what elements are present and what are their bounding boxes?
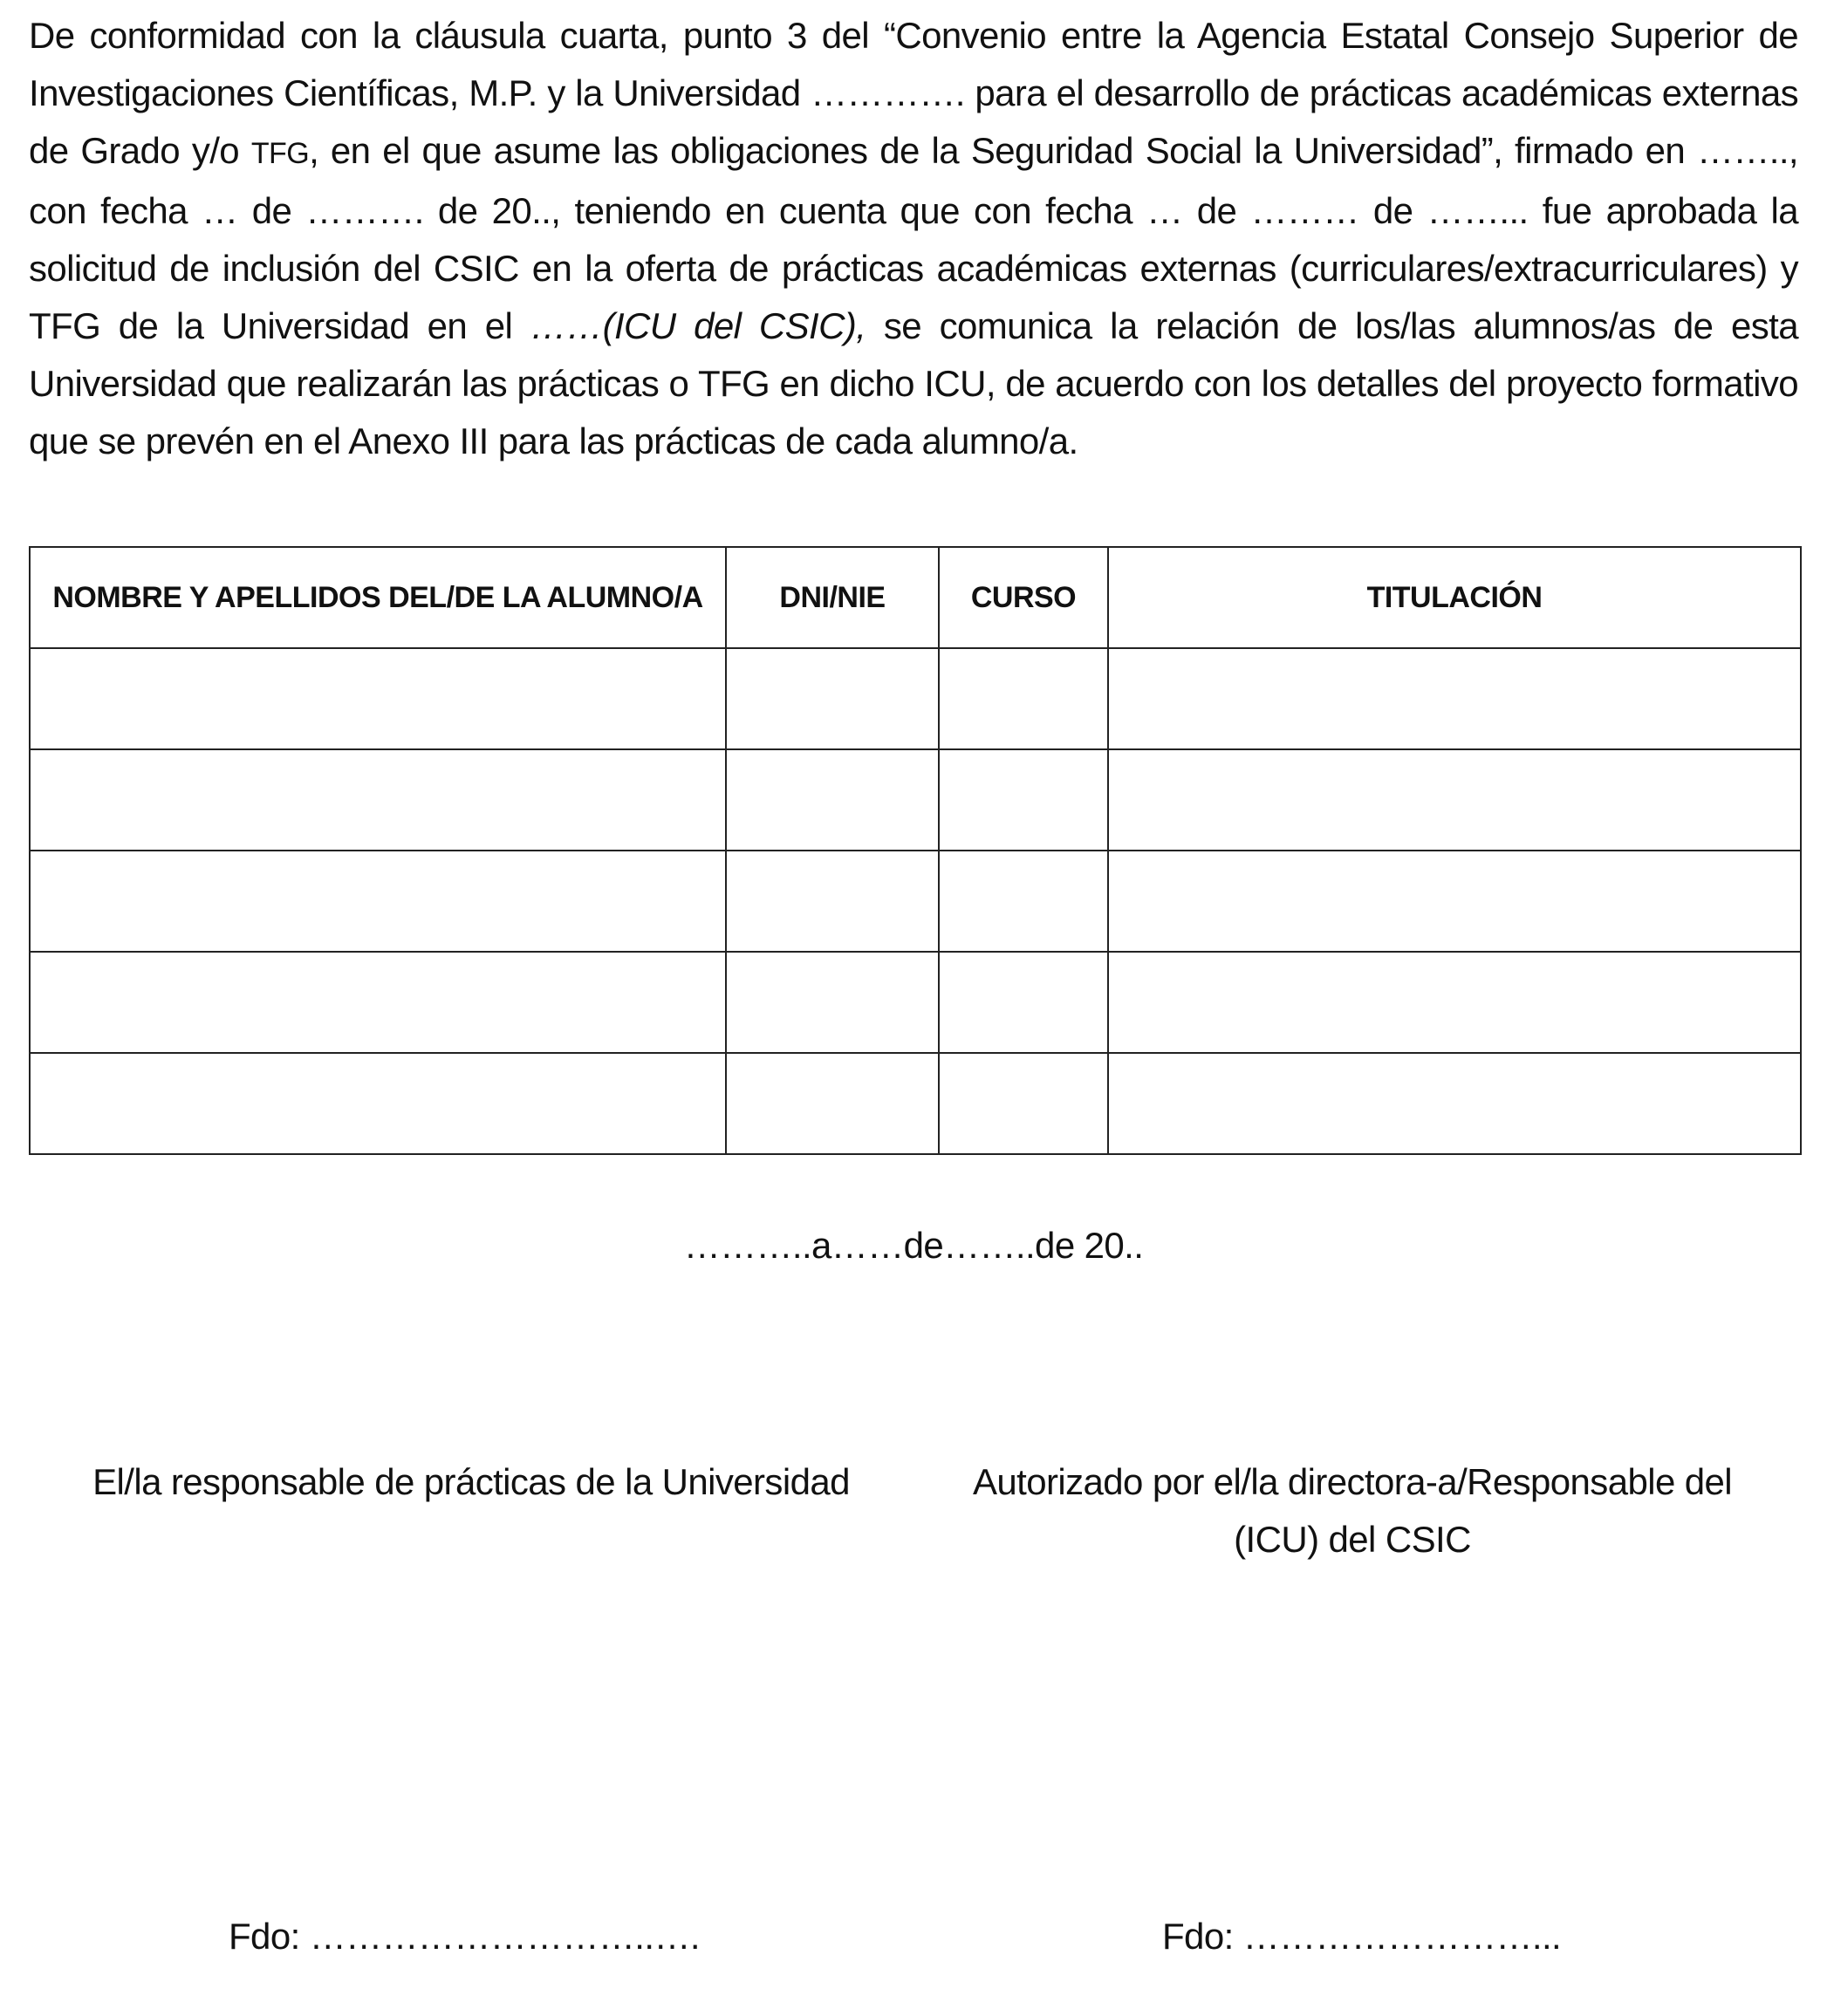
table-row: [30, 648, 1801, 749]
cell-dni[interactable]: [726, 1053, 939, 1154]
table-row: [30, 749, 1801, 851]
table-row: [30, 851, 1801, 952]
icu-placeholder: ……(ICU del CSIC),: [530, 305, 866, 346]
cell-titulacion[interactable]: [1108, 952, 1801, 1053]
signature-label-csic-line1: Autorizado por el/la directora-a/Responsable del: [972, 1461, 1733, 1502]
intro-text-part3: se comunica la relación de los/las alumnos/as de esta Universidad que realizarán las prácticas o TFG en dicho ICU, de acuerdo con los detalles del proyecto formativo que se prevén en el Anexo III para las prácticas de cada alumno/a.: [29, 305, 1798, 461]
cell-curso[interactable]: [939, 1053, 1108, 1154]
header-dni: DNI/NIE: [726, 547, 939, 648]
cell-titulacion[interactable]: [1108, 851, 1801, 952]
table-row: [30, 952, 1801, 1053]
intro-text-part1: De conformidad con la cláusula cuarta, punto 3 del “Convenio entre la Agencia Estatal Consejo Superior de Investigaciones Científicas, M.P. y la Universidad …………. para el desarrollo de prácticas académicas externas de Grado y/o: [29, 15, 1798, 171]
intro-text-part2: , en el que asume las obligaciones de la Seguridad Social la Universidad”, firmado en …….., con fecha … de ………. de 20.., teniendo en cuenta que con fecha … de ……… de ……... fue aprobada la solicitud de inclusión del CSIC en la oferta de prácticas académicas externas (curriculares/extracurriculares) y TFG de la Universidad en el: [29, 130, 1798, 346]
cell-nombre[interactable]: [30, 1053, 726, 1154]
cell-titulacion[interactable]: [1108, 749, 1801, 851]
tfg-abbreviation: TFG: [250, 137, 310, 170]
cell-curso[interactable]: [939, 749, 1108, 851]
signature-label-csic-line2: (ICU) del CSIC: [1234, 1519, 1471, 1560]
cell-curso[interactable]: [939, 851, 1108, 952]
intro-paragraph: [29, 7, 1798, 470]
cell-dni[interactable]: [726, 648, 939, 749]
cell-nombre[interactable]: [30, 648, 726, 749]
signature-fdo-csic: Fdo: ……………………...: [1162, 1916, 1562, 1957]
cell-titulacion[interactable]: [1108, 648, 1801, 749]
table-row: [30, 1053, 1801, 1154]
cell-curso[interactable]: [939, 952, 1108, 1053]
cell-nombre[interactable]: [30, 952, 726, 1053]
cell-nombre[interactable]: [30, 851, 726, 952]
cell-nombre[interactable]: [30, 749, 726, 851]
header-titulacion: TITULACIÓN: [1108, 547, 1801, 648]
cell-curso[interactable]: [939, 648, 1108, 749]
header-curso: CURSO: [939, 547, 1108, 648]
signature-label-csic: [942, 1453, 1762, 1568]
cell-titulacion[interactable]: [1108, 1053, 1801, 1154]
signature-fdo-university: Fdo: ………………………..….: [229, 1916, 700, 1957]
students-table: [29, 546, 1802, 1155]
place-date-line: ………..a……de……..de 20..: [683, 1225, 1144, 1266]
cell-dni[interactable]: [726, 952, 939, 1053]
header-nombre: NOMBRE Y APELLIDOS DEL/DE LA ALUMNO/A: [30, 547, 726, 648]
signature-label-university: El/la responsable de prácticas de la Universidad: [92, 1461, 850, 1502]
table-header-row: [30, 547, 1801, 648]
cell-dni[interactable]: [726, 749, 939, 851]
cell-dni[interactable]: [726, 851, 939, 952]
